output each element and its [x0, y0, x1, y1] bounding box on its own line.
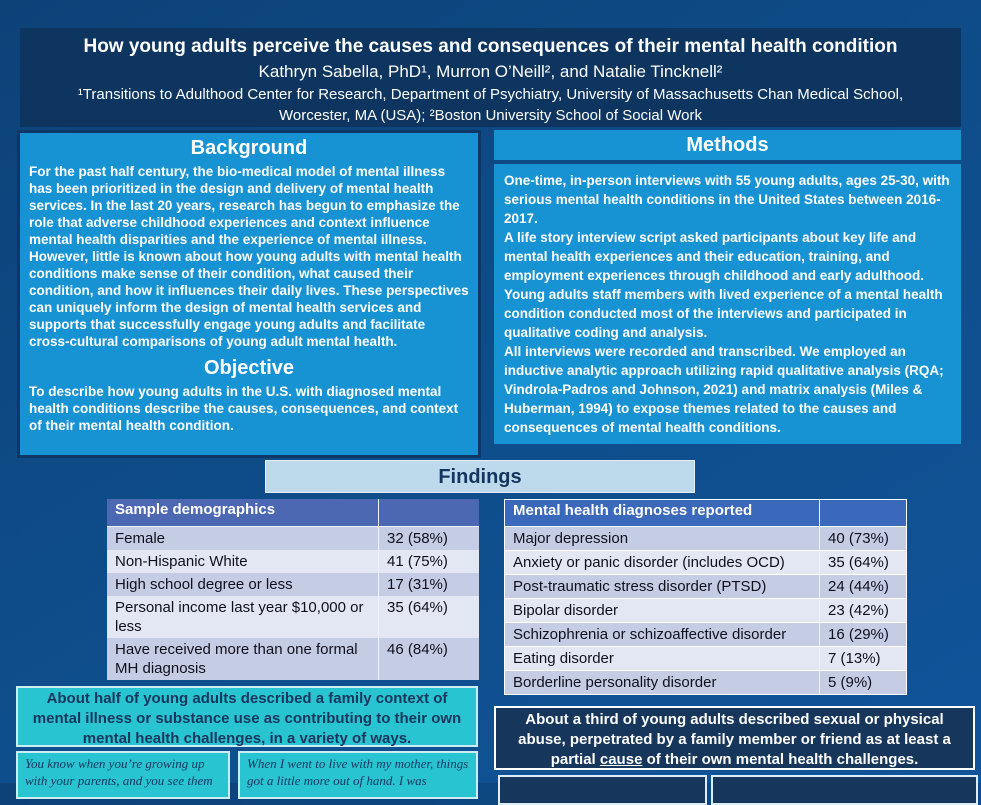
table-cell-value: 32 (58%): [378, 527, 479, 550]
table-cell-value: 5 (9%): [819, 671, 906, 694]
findings-banner: Findings: [265, 460, 695, 493]
methods-body: [494, 164, 961, 444]
table-cell-value: 17 (31%): [378, 573, 479, 596]
table-row: [504, 599, 907, 623]
table-cell-value: 16 (29%): [819, 623, 906, 646]
methods-heading: Methods: [494, 130, 961, 160]
table-row: [504, 527, 907, 551]
table-row: [107, 596, 479, 638]
table-cell-label: Eating disorder: [513, 650, 614, 667]
table-row: [107, 527, 479, 550]
table-cell-label: Borderline personality disorder: [513, 674, 717, 691]
table-cell-value: 35 (64%): [819, 551, 906, 574]
poster-header: [20, 28, 961, 127]
family-context-callout: About half of young adults described a family context of mental illness or substance use as contributing to their own mental health challenges, in a variety of ways.: [16, 686, 478, 747]
table-cell-value: 24 (44%): [819, 575, 906, 598]
methods-paragraph: All interviews were recorded and transcribed. We employed an inductive analytic approach utilizing rapid qualitative analysis (RQA; Vindrola-Padros and Johnson, 2021) and matrix analysis (Miles & Huberman, 1994) to expose themes related to the causes and consequences of mental health conditions.: [504, 344, 944, 435]
abuse-callout-underlined-word: cause: [599, 751, 643, 768]
table-header-cell: Sample demographics: [115, 501, 276, 518]
table-cell-label: Bipolar disorder: [513, 602, 619, 619]
table-cell-label: Personal income last year $10,000 or less: [115, 599, 364, 635]
table-header-row: [107, 499, 479, 527]
table-header-cell: Mental health diagnoses reported: [513, 502, 753, 519]
abuse-callout: [494, 706, 975, 770]
table-cell-value: 7 (13%): [819, 647, 906, 670]
objective-heading: Objective: [203, 357, 295, 379]
sample-demographics-table: [107, 499, 479, 680]
table-header-cell: [819, 500, 906, 526]
background-body: For the past half century, the bio-medical model of mental illness has been prioritized in the design and delivery of mental health services. In the last 20 years, research has begun to emphasize the role that adverse childhood experiences and context influence mental health disparities and the experience of mental illness. However, little is known about how young adults with mental health conditions make sense of their condition, what caused their condition, and how it influences their daily lives. These perspectives can uniquely inform the design of mental health services and supports that successfully engage young adults and facilitate cross-cultural comparisons of young adult mental health.: [29, 164, 469, 349]
table-row: [504, 575, 907, 599]
background-heading: Background: [190, 137, 308, 159]
table-row: [504, 551, 907, 575]
table-cell-value: 40 (73%): [819, 527, 906, 550]
table-cell-label: Anxiety or panic disorder (includes OCD): [513, 554, 785, 571]
diagnoses-table: [504, 499, 907, 695]
methods-paragraph: One-time, in-person interviews with 55 young adults, ages 25-30, with serious mental health conditions in the United States between 2016-2017.: [504, 173, 950, 226]
table-cell-label: Post-traumatic stress disorder (PTSD): [513, 578, 767, 595]
table-row: [504, 647, 907, 671]
table-row: [504, 671, 907, 695]
quote-box-stub: [498, 775, 707, 805]
table-cell-value: 46 (84%): [378, 638, 479, 680]
table-row: [107, 638, 479, 680]
abuse-callout-text: About a third of young adults described sexual or physical abuse, perpetrated by a family member or friend as at least a partial: [518, 711, 951, 768]
table-header-cell: [378, 499, 479, 526]
poster-title: How young adults perceive the causes and consequences of their mental health condition: [83, 36, 898, 57]
quote-box: You know when you’re growing up with your parents, and you see them: [16, 751, 230, 799]
table-row: [504, 623, 907, 647]
poster-affiliations: ¹Transitions to Adulthood Center for Research, Department of Psychiatry, University of Massachusetts Chan Medical School, Worcester, MA (USA); ²Boston University School of Social Work: [77, 86, 904, 124]
table-cell-label: Major depression: [513, 530, 629, 547]
table-row: [107, 550, 479, 573]
background-objective-panel: [17, 130, 481, 458]
methods-paragraph: A life story interview script asked participants about key life and mental health experiences and their education, training, and employment experiences through childhood and early adulthood.: [504, 230, 925, 283]
table-header-row: [504, 499, 907, 527]
quote-box: When I went to live with my mother, things got a little more out of hand. I was: [238, 751, 478, 799]
table-cell-value: 41 (75%): [378, 550, 479, 573]
quote-box-stub: [711, 775, 978, 805]
table-cell-label: High school degree or less: [115, 576, 293, 593]
table-row: [107, 573, 479, 596]
methods-paragraph: Young adults staff members with lived experience of a mental health condition conducted most of the interviews and participated in qualitative coding and analysis.: [504, 287, 943, 340]
table-cell-label: Female: [115, 530, 166, 547]
table-cell-label: Schizophrenia or schizoaffective disorder: [513, 626, 787, 643]
table-cell-value: 35 (64%): [378, 596, 479, 638]
table-cell-label: Have received more than one formal MH diagnosis: [115, 641, 358, 677]
poster-authors: Kathryn Sabella, PhD¹, Murron O’Neill², and Natalie Tincknell²: [258, 62, 723, 81]
table-cell-label: Non-Hispanic White: [115, 553, 248, 570]
table-cell-value: 23 (42%): [819, 599, 906, 622]
objective-body: To describe how young adults in the U.S. with diagnosed mental health conditions describe the causes, consequences, and context of their mental health condition.: [29, 384, 459, 433]
abuse-callout-text: of their own mental health challenges.: [642, 751, 919, 768]
